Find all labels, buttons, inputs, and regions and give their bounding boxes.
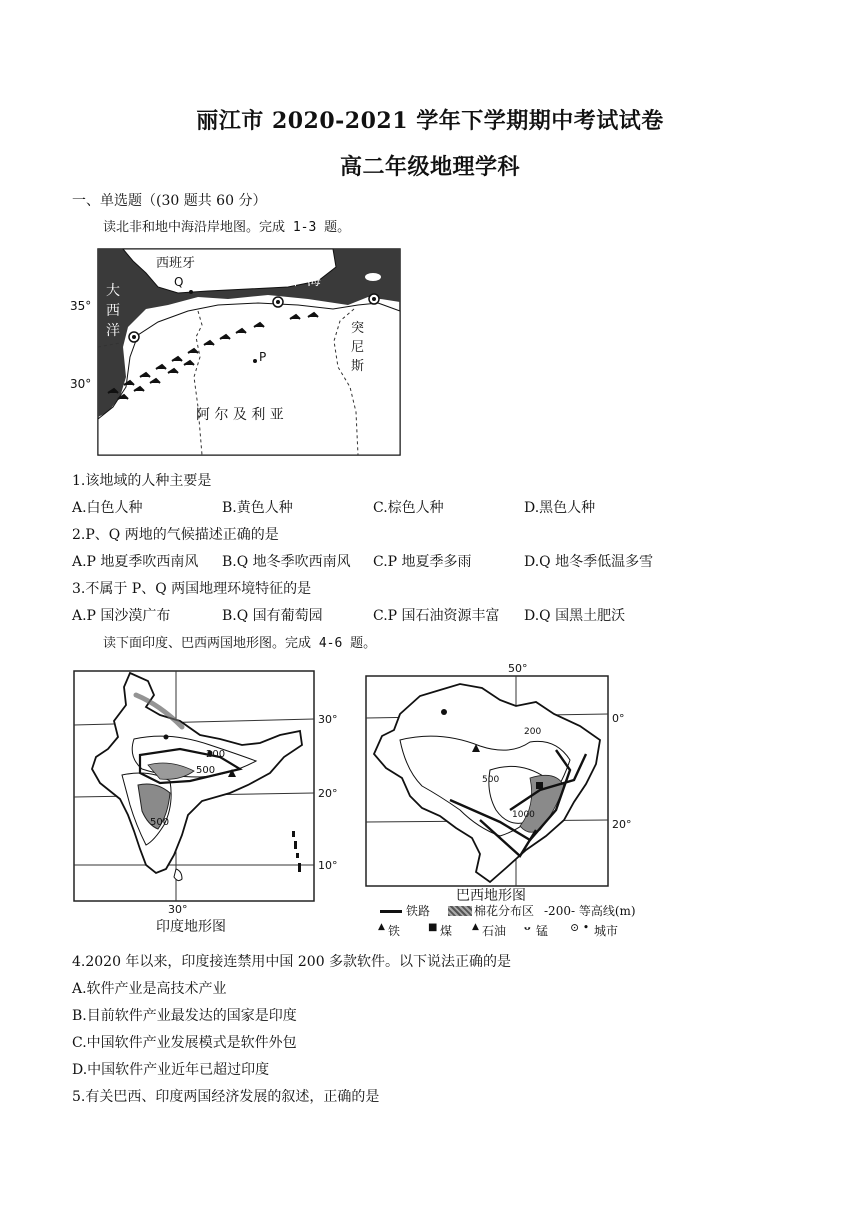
q4-option-b[interactable]: B.目前软件产业最发达的国家是印度	[72, 1008, 297, 1024]
q3-option-a[interactable]: A.P 国沙漠广布	[72, 608, 171, 624]
q1-option-c[interactable]: C.棕色人种	[373, 500, 444, 516]
exam-title: 丽江市 2020-2021 学年下学期期中考试试卷	[196, 108, 664, 134]
brazil-terrain-map	[360, 660, 650, 940]
label-algeria: 阿 尔 及 利 亚	[196, 407, 284, 423]
label-atlantic-2: 西	[106, 303, 120, 319]
legend-cotton-label: 棉花分布区	[474, 904, 535, 918]
india-lat20: 20°	[318, 787, 338, 800]
legend-rail-label: 铁路	[406, 904, 431, 918]
india-lon30: 30°	[168, 903, 188, 916]
q1-option-b[interactable]: B.黄色人种	[222, 500, 293, 516]
label-q: Q	[174, 275, 184, 289]
label-lat35: 35°	[70, 299, 92, 313]
india-terrain-map	[70, 665, 348, 940]
india-contour-200: 200	[206, 749, 226, 760]
brazil-contour-1000: 1000	[512, 810, 535, 820]
label-atlantic-3: 洋	[106, 323, 120, 339]
exam-subtitle: 高二年级地理学科	[339, 154, 520, 180]
q4-option-d[interactable]: D.中国软件产业近年已超过印度	[72, 1062, 270, 1078]
legend-coal-label: 煤	[440, 924, 453, 938]
india-contour-500a: 500	[196, 765, 216, 776]
q3-option-b[interactable]: B.Q 国有葡萄园	[222, 608, 323, 624]
city-icon: ⊙ •	[570, 921, 590, 934]
label-atlantic-1: 大	[106, 283, 120, 299]
india-contour-500b: 500	[150, 817, 170, 828]
q2-option-b[interactable]: B.Q 地冬季吹西南风	[222, 554, 351, 570]
india-lat30: 30°	[318, 713, 338, 726]
brazil-contour-200: 200	[524, 727, 542, 737]
q4-option-c[interactable]: C.中国软件产业发展模式是软件外包	[72, 1035, 297, 1051]
q3-option-c[interactable]: C.P 国石油资源丰富	[373, 608, 500, 624]
legend-city-label: 城市	[594, 924, 619, 938]
legend-oil-label: 石油	[482, 924, 507, 938]
label-med: 地 中 海	[270, 273, 321, 289]
oil-icon: ▲	[472, 922, 479, 932]
legend-cotton-swatch	[448, 906, 472, 916]
label-tunisia-3: 斯	[351, 359, 365, 374]
question-4-stem: 4.2020 年以来，印度接连禁用中国 200 多款软件。以下说法正确的是	[72, 954, 512, 970]
label-lat30: 30°	[70, 377, 92, 391]
india-lat10: 10°	[318, 859, 338, 872]
q2-option-a[interactable]: A.P 地夏季吹西南风	[72, 554, 199, 570]
label-tunisia-2: 尼	[351, 340, 365, 355]
q2-option-c[interactable]: C.P 地夏季多雨	[373, 554, 472, 570]
q1-option-a[interactable]: A.白色人种	[72, 500, 143, 516]
brazil-lat20: 20°	[612, 818, 632, 831]
q4-option-a[interactable]: A.软件产业是高技术产业	[72, 981, 227, 997]
label-tunisia-1: 突	[351, 321, 365, 336]
manganese-icon: ᴗ	[524, 922, 531, 933]
legend-contour-label: -200- 等高线(m)	[544, 904, 636, 918]
brazil-map-legend	[376, 902, 666, 942]
brazil-lat0: 0°	[612, 712, 625, 725]
q1-option-d[interactable]: D.黑色人种	[524, 500, 596, 516]
q2-option-d[interactable]: D.Q 地冬季低温多雪	[524, 554, 654, 570]
legend-iron-label: 铁	[388, 924, 401, 938]
question-2-stem: 2.P、Q 两地的气候描述正确的是	[72, 527, 279, 543]
label-spain: 西班牙	[156, 256, 196, 271]
label-p: P	[259, 350, 267, 364]
india-map-caption: 印度地形图	[156, 919, 226, 935]
coal-icon: ■	[428, 922, 438, 933]
question-5-stem: 5.有关巴西、印度两国经济发展的叙述，正确的是	[72, 1089, 380, 1105]
legend-manganese-label: 锰	[536, 924, 549, 938]
north-africa-map	[68, 247, 404, 459]
brazil-map-caption: 巴西地形图	[456, 888, 526, 904]
brazil-contour-500: 500	[482, 775, 500, 785]
intro-text-2: 读下面印度、巴西两国地形图。完成 4-6 题。	[103, 636, 377, 651]
q3-option-d[interactable]: D.Q 国黑土肥沃	[524, 608, 626, 624]
question-1-stem: 1.该地域的人种主要是	[72, 473, 212, 489]
legend-rail-line	[380, 910, 402, 913]
brazil-lon50: 50°	[508, 662, 528, 675]
iron-icon: ▲	[378, 922, 385, 932]
section-heading: 一、单选题（(30 题共 60 分）	[72, 193, 267, 209]
intro-text-1: 读北非和地中海沿岸地图。完成 1-3 题。	[103, 220, 351, 235]
question-3-stem: 3.不属于 P、Q 两国地理环境特征的是	[72, 581, 312, 597]
